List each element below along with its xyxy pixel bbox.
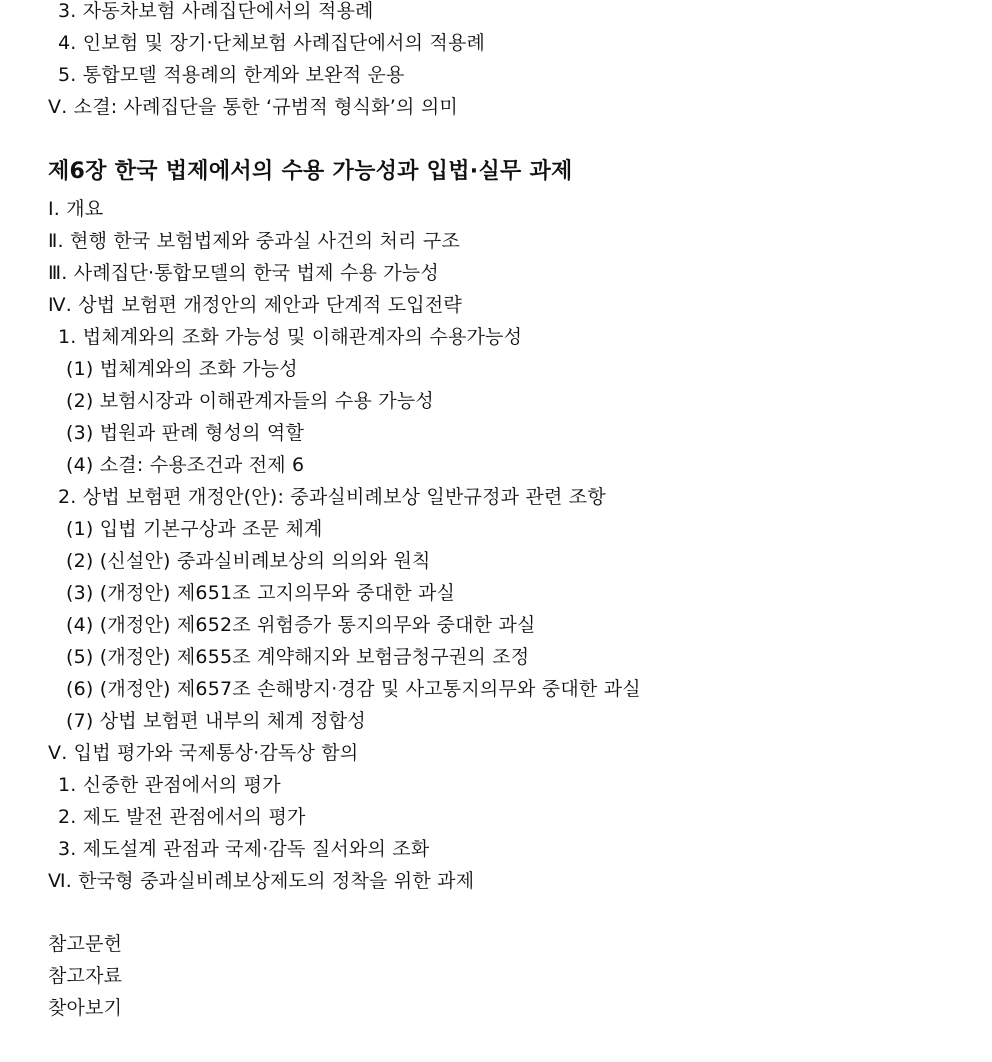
toc-entry: 5. 통합모델 적용례의 한계와 보완적 운용 (58, 64, 405, 86)
toc-entry: Ⅱ. 현행 한국 보험법제와 중과실 사건의 처리 구조 (48, 230, 460, 252)
back-matter-references: 참고문헌 (48, 933, 123, 955)
toc-entry: 2. 상법 보험편 개정안(안): 중과실비례보상 일반규정과 관련 조항 (58, 486, 606, 508)
toc-entry: (3) (개정안) 제651조 고지의무와 중대한 과실 (66, 582, 456, 604)
toc-entry: Ⅲ. 사례집단·통합모델의 한국 법제 수용 가능성 (48, 262, 439, 284)
chapter-title: 제6장 한국 법제에서의 수용 가능성과 입법·실무 과제 (48, 159, 573, 184)
toc-entry: 4. 인보험 및 장기·단체보험 사례집단에서의 적용례 (58, 32, 486, 54)
toc-entry: (4) (개정안) 제652조 위험증가 통지의무와 중대한 과실 (66, 614, 536, 636)
toc-entry: Ⅳ. 상법 보험편 개정안의 제안과 단계적 도입전략 (48, 294, 462, 316)
toc-entry: 2. 제도 발전 관점에서의 평가 (58, 806, 306, 828)
back-matter-index: 찾아보기 (48, 997, 123, 1019)
toc-entry: Ⅴ. 소결: 사례집단을 통한 ‘규범적 형식화’의 의미 (48, 96, 458, 118)
toc-entry: (7) 상법 보험편 내부의 체계 정합성 (66, 710, 366, 732)
toc-entry: (2) (신설안) 중과실비례보상의 의의와 원칙 (66, 550, 431, 572)
toc-entry: (5) (개정안) 제655조 계약해지와 보험금청구권의 조정 (66, 646, 530, 668)
toc-entry: (1) 법체계와의 조화 가능성 (66, 358, 298, 380)
toc-entry: (6) (개정안) 제657조 손해방지·경감 및 사고통지의무와 중대한 과실 (66, 678, 641, 700)
toc-entry: 3. 제도설계 관점과 국제·감독 질서와의 조화 (58, 838, 430, 860)
toc-entry: (2) 보험시장과 이해관계자들의 수용 가능성 (66, 390, 434, 412)
toc-entry: 1. 법체계와의 조화 가능성 및 이해관계자의 수용가능성 (58, 326, 523, 348)
toc-entry: Ⅰ. 개요 (48, 198, 104, 220)
toc-entry: Ⅵ. 한국형 중과실비례보상제도의 정착을 위한 과제 (48, 870, 475, 892)
back-matter-materials: 참고자료 (48, 965, 123, 987)
toc-entry: Ⅴ. 입법 평가와 국제통상·감독상 함의 (48, 742, 359, 764)
toc-entry: (3) 법원과 판례 형성의 역할 (66, 422, 305, 444)
toc-entry: 1. 신중한 관점에서의 평가 (58, 774, 281, 796)
toc-entry: 3. 자동차보험 사례집단에서의 적용례 (58, 0, 374, 22)
toc-entry: (4) 소결: 수용조건과 전제 6 (66, 454, 305, 476)
toc-entry: (1) 입법 기본구상과 조문 체계 (66, 518, 323, 540)
